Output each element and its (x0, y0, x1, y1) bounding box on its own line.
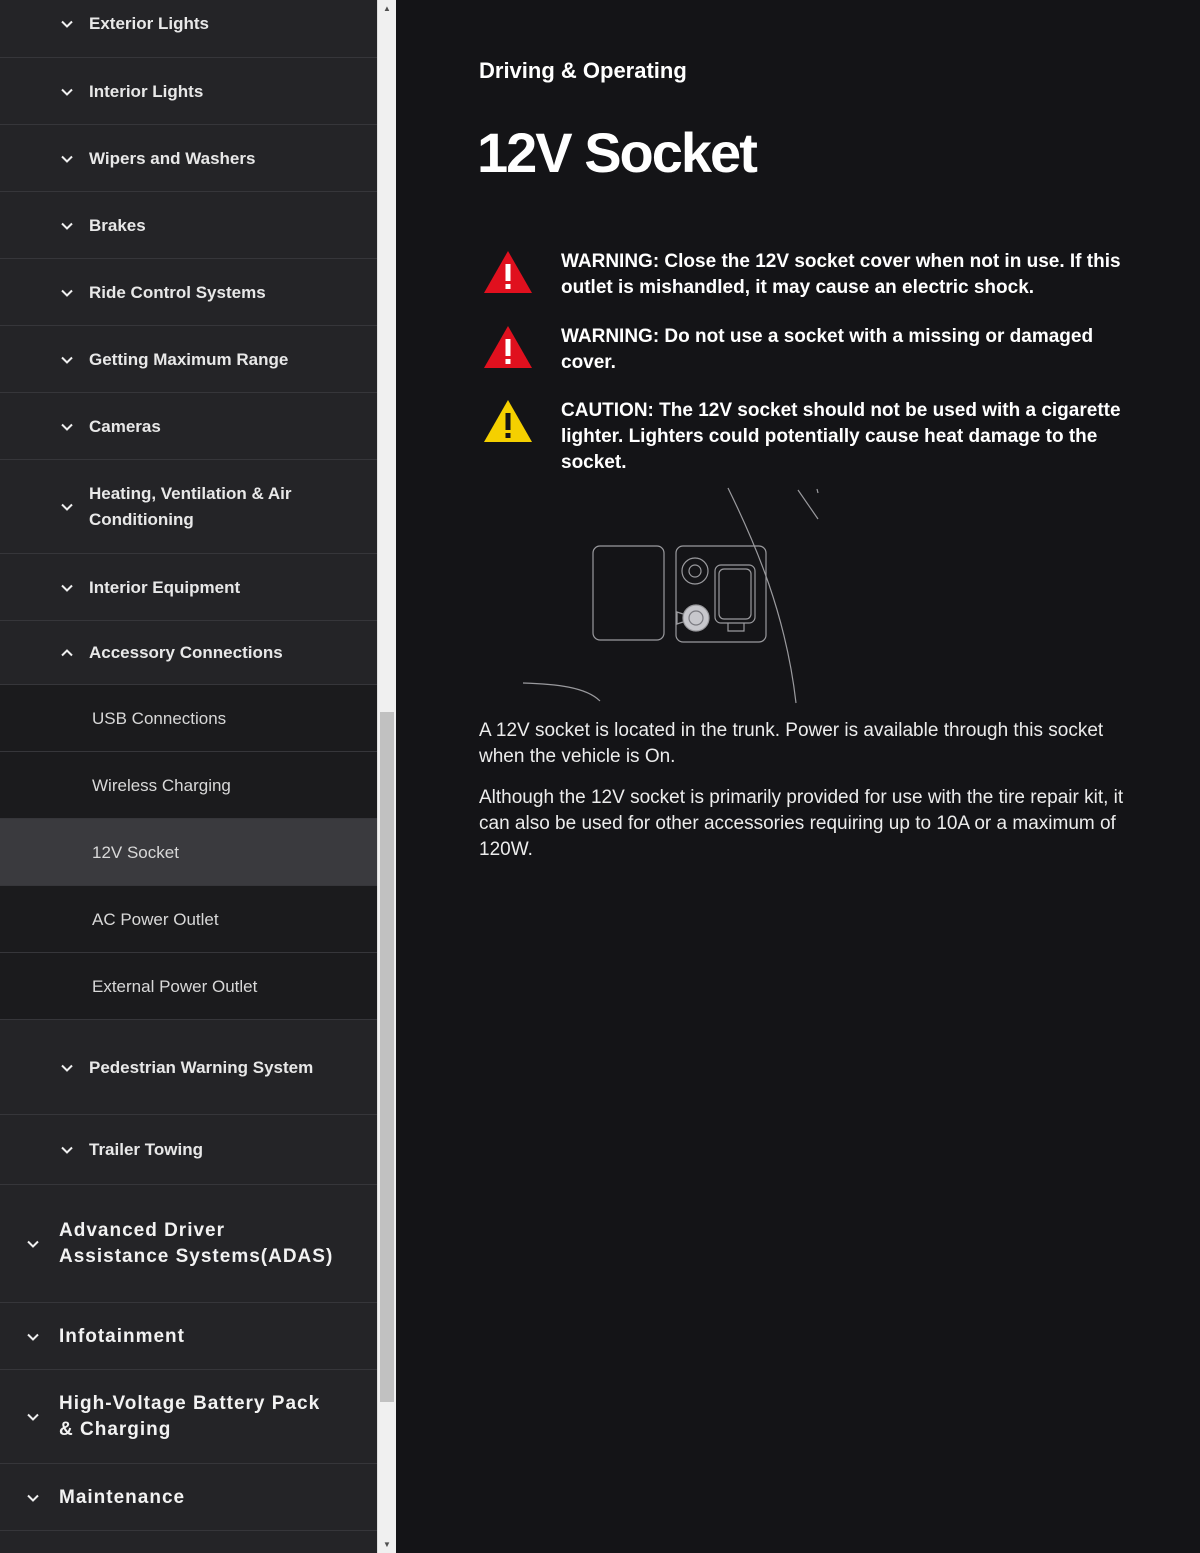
caution-icon (482, 398, 534, 444)
warning-icon (482, 249, 534, 295)
sidebar-item-accessory-connections[interactable] (0, 621, 377, 685)
sidebar-item-advanced-driver-assistance-systems-adas[interactable] (0, 1185, 377, 1303)
sidebar-item-label: Infotainment (59, 1325, 185, 1347)
sidebar-item-ride-control-systems[interactable] (0, 259, 377, 326)
sidebar-item-brakes[interactable] (0, 192, 377, 259)
caution-text: CAUTION: The 12V socket should not be used with a cigarette lighter. Lighters could potentially cause heat damage to the socket. (561, 400, 1121, 473)
sidebar-item-label: Heating, Ventilation & Air Conditioning (89, 484, 292, 529)
sidebar-item-label: Wireless Charging (92, 775, 231, 795)
sidebar-item-label: AC Power Outlet (92, 909, 219, 929)
sidebar-item-label: Interior Equipment (89, 577, 241, 597)
sidebar-item-label: Accessory Connections (89, 643, 283, 662)
sidebar-item-high-voltage-battery-pack-charging[interactable] (0, 1370, 377, 1464)
sidebar-item-wireless-charging[interactable] (0, 752, 377, 819)
sidebar-item-external-power-outlet[interactable] (0, 953, 377, 1020)
scrollbar-thumb[interactable] (380, 712, 394, 1402)
sidebar-item-wipers-and-washers[interactable] (0, 125, 377, 192)
sidebar-item-label: Wipers and Washers (89, 148, 256, 168)
sidebar-item-label: High-Voltage Battery Pack & Charging (59, 1393, 321, 1440)
sidebar-item-label: Trailer Towing (89, 1140, 203, 1159)
sidebar-item-usb-connections[interactable] (0, 685, 377, 752)
sidebar-item-label: Ride Control Systems (89, 282, 266, 302)
chevron-down-icon[interactable] (60, 1061, 74, 1075)
12v-socket-illustration (516, 485, 836, 705)
chevron-down-icon[interactable] (60, 1143, 74, 1157)
sidebar-item-exterior-lights[interactable] (0, 0, 377, 58)
sidebar-item-label: Getting Maximum Range (89, 349, 289, 369)
sidebar-item-cameras[interactable] (0, 393, 377, 460)
chevron-down-icon[interactable] (60, 581, 74, 595)
sidebar-item-label: Interior Lights (89, 81, 204, 101)
sidebar-item-12v-socket[interactable] (0, 819, 377, 886)
chevron-down-icon[interactable] (60, 152, 74, 166)
chevron-down-icon[interactable] (60, 219, 74, 233)
chevron-down-icon[interactable] (26, 1237, 40, 1251)
body-paragraph: Although the 12V socket is primarily provided for use with the tire repair kit, it can also be used for other accessories requiring up to 10A or a maximum of 120W. (479, 787, 1124, 860)
chevron-down-icon[interactable] (26, 1410, 40, 1424)
sidebar-item-getting-maximum-range[interactable] (0, 326, 377, 393)
sidebar-scrollbar[interactable] (377, 0, 396, 1553)
sidebar-item-label: Cameras (89, 416, 161, 436)
sidebar-item-infotainment[interactable] (0, 1303, 377, 1370)
scroll-up-arrow-icon[interactable]: ▲ (383, 4, 391, 13)
sidebar-item-label: Exterior Lights (89, 14, 209, 33)
body-paragraph: A 12V socket is located in the trunk. Power is available through this socket when the vehicle is On. (479, 720, 1104, 767)
sidebar-item-pedestrian-warning-system[interactable] (0, 1020, 377, 1115)
sidebar-item-label: Advanced Driver Assistance Systems(ADAS) (59, 1220, 334, 1267)
chevron-down-icon[interactable] (60, 353, 74, 367)
chevron-down-icon[interactable] (26, 1491, 40, 1505)
scroll-down-arrow-icon[interactable]: ▼ (383, 1540, 391, 1549)
page-title: 12V Socket (477, 121, 756, 184)
sidebar-item-interior-equipment[interactable] (0, 554, 377, 621)
sidebar-item-heating-ventilation-air-conditioning[interactable] (0, 460, 377, 554)
sidebar-item-interior-lights[interactable] (0, 58, 377, 125)
sidebar-item-maintenance[interactable] (0, 1464, 377, 1531)
sidebar-item-label: USB Connections (92, 708, 227, 728)
sidebar-item-label: Brakes (89, 215, 146, 235)
chevron-down-icon[interactable] (60, 85, 74, 99)
chevron-down-icon[interactable] (26, 1330, 40, 1344)
chevron-down-icon[interactable] (60, 500, 74, 514)
sidebar-item-trailer-towing[interactable] (0, 1115, 377, 1185)
sidebar-item-label: External Power Outlet (92, 976, 258, 996)
chevron-up-icon[interactable] (60, 646, 74, 660)
content-area (396, 0, 1200, 1553)
warning-icon (482, 324, 534, 370)
sidebar-item-label: 12V Socket (92, 842, 179, 862)
sidebar-nav (0, 0, 377, 1553)
sidebar-item-ac-power-outlet[interactable] (0, 886, 377, 953)
chevron-down-icon[interactable] (60, 420, 74, 434)
sidebar-item-label: Pedestrian Warning System (89, 1057, 314, 1077)
chevron-down-icon[interactable] (60, 286, 74, 300)
warning-text: WARNING: Close the 12V socket cover when not in use. If this outlet is mishandled, it may cause an electric shock. (561, 251, 1121, 298)
chevron-down-icon[interactable] (60, 17, 74, 31)
warning-text: WARNING: Do not use a socket with a missing or damaged cover. (561, 326, 1094, 373)
section-title: Driving & Operating (479, 58, 687, 83)
sidebar-item-label: Maintenance (59, 1486, 186, 1508)
